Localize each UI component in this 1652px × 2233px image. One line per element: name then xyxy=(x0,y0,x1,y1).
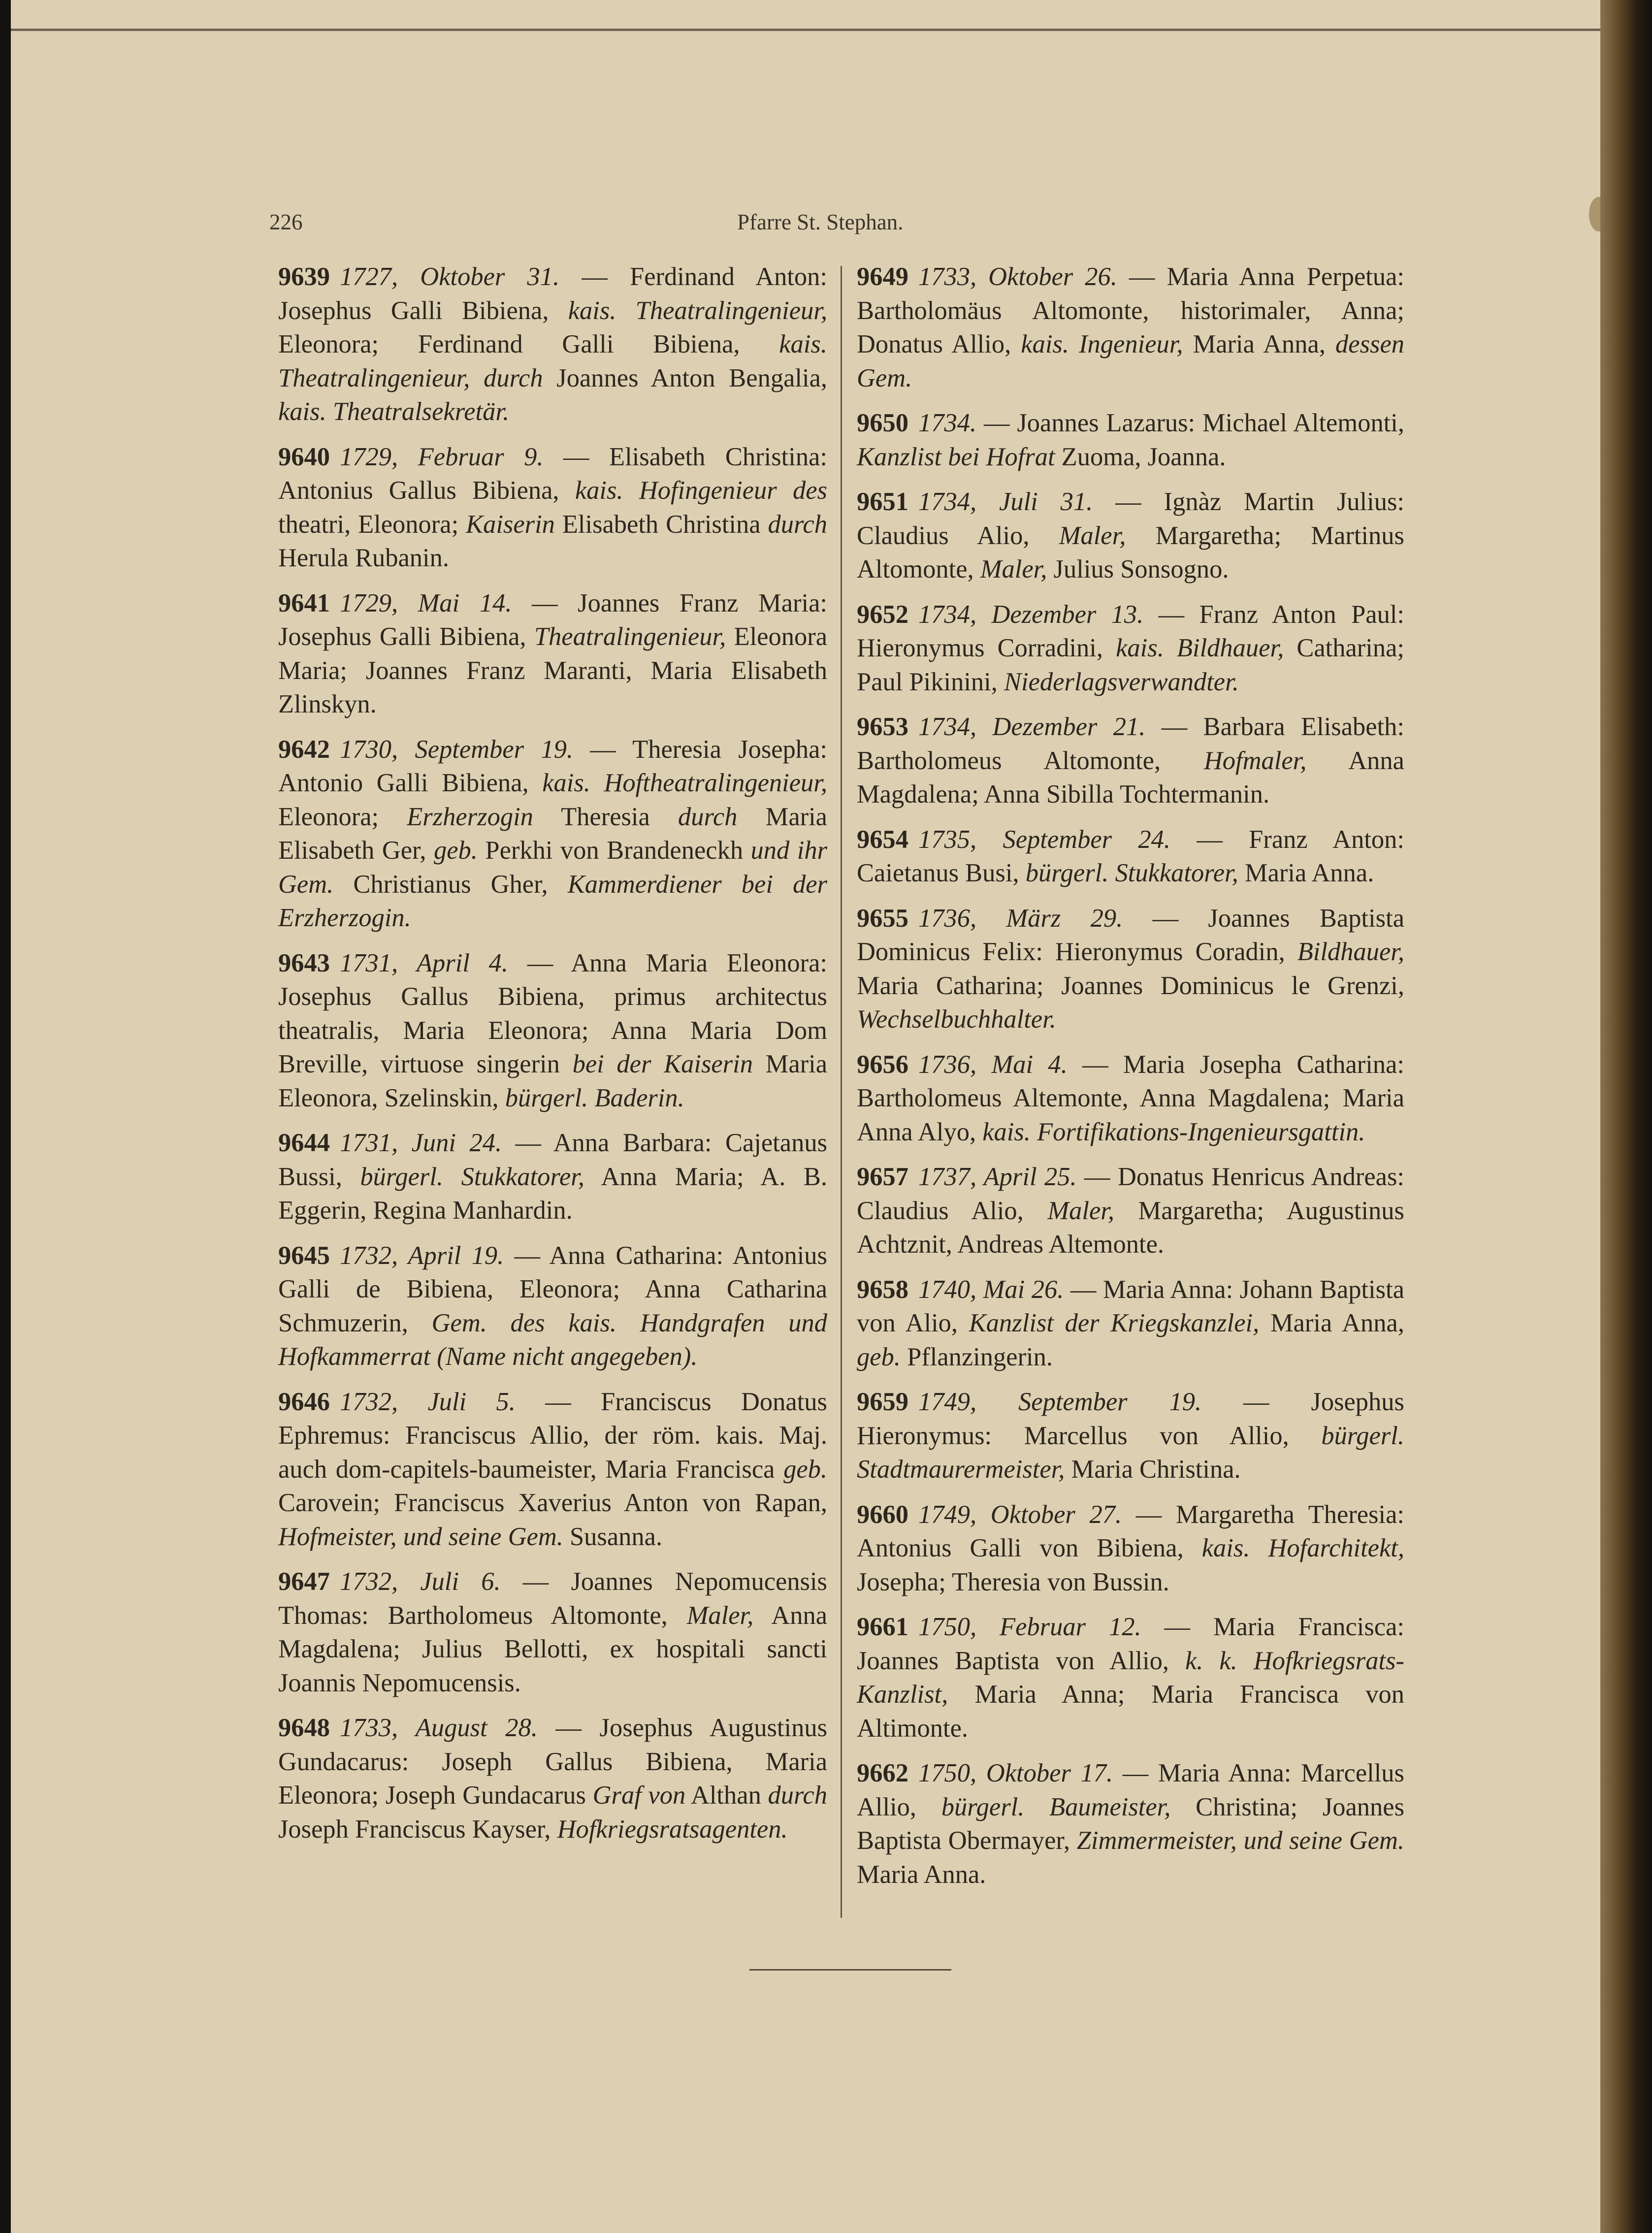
entry-text: — Margaretha Theresia: Antonius Galli von Bibiena, xyxy=(857,1500,1404,1562)
entry-italic-text: 1750, Oktober 17. xyxy=(918,1759,1113,1787)
register-entry xyxy=(857,1160,1404,1262)
register-entry xyxy=(857,823,1404,890)
entry-text: Anna Maria; A. B. Eggerin, Regina Manhardin. xyxy=(278,1162,828,1225)
entry-text: Margaretha; Augustinus Achtznit, Andreas Altemonte. xyxy=(857,1196,1404,1259)
register-entry xyxy=(857,1048,1404,1149)
entry-italic-text: kais. Hofarchitekt, xyxy=(1201,1534,1404,1562)
entry-text: Herula Rubanin. xyxy=(278,544,449,572)
entry-text: Margaretha; Martinus Altomonte, xyxy=(857,521,1404,583)
register-entry xyxy=(278,260,827,429)
entry-italic-text: 1734, Dezember 21. xyxy=(918,712,1146,741)
entry-italic-text: 1732, Juli 6. xyxy=(340,1567,501,1596)
entry-text: — Franz Anton Paul: Hieronymus Corradini, xyxy=(857,600,1404,662)
top-edge-rule xyxy=(11,29,1616,31)
entry-text: Maria Anna; Maria Francisca von Altimonte. xyxy=(857,1680,1404,1743)
register-entry xyxy=(857,598,1404,699)
entry-italic-text: durch xyxy=(678,802,738,831)
entry-italic-text: Kaiserin xyxy=(466,510,555,539)
entry-italic-text: Gem. des kais. Handgrafen und Hofkammerrat (Name nicht angegeben). xyxy=(278,1308,827,1371)
entry-italic-text: Graf von xyxy=(592,1781,686,1810)
entry-italic-text: 1734. xyxy=(918,409,977,437)
register-entry xyxy=(857,710,1404,811)
entry-number: 9659 xyxy=(857,1388,908,1416)
running-title: Pfarre St. Stephan. xyxy=(737,210,904,234)
entry-italic-text: kais. Theatralingenieur, durch xyxy=(278,330,827,392)
entry-italic-text: 1734, Juli 31. xyxy=(918,487,1093,516)
entry-number: 9640 xyxy=(278,442,330,471)
entry-italic-text: und ihr Gem. xyxy=(278,836,827,899)
entry-number: 9657 xyxy=(857,1163,908,1191)
entry-number: 9649 xyxy=(857,262,908,291)
register-entry xyxy=(278,1385,827,1554)
entry-italic-text: 1749, September 19. xyxy=(918,1388,1202,1416)
entry-italic-text: kais. Theatralingenieur, xyxy=(568,296,827,325)
entry-text: — Elisabeth Christina: Antonius Gallus Bibiena, xyxy=(278,442,827,505)
entry-italic-text: Hofmeister, und seine Gem. xyxy=(278,1522,563,1551)
entry-text: Anna Magdalena; Anna Sibilla Tochtermanin. xyxy=(857,746,1404,809)
entry-italic-text: k. k. Hofkriegsrats-Kanzlist, xyxy=(857,1646,1404,1709)
entry-italic-text: 1729, Mai 14. xyxy=(340,588,512,617)
entry-text: Eleonora; xyxy=(278,802,407,831)
entry-text: Joannes Anton Bengalia, xyxy=(543,363,827,392)
register-entry xyxy=(278,440,827,575)
entry-italic-text: 1737, April 25. xyxy=(918,1163,1077,1191)
entry-text: Susanna. xyxy=(563,1522,663,1551)
entry-italic-text: 1735, September 24. xyxy=(918,825,1171,854)
register-entry xyxy=(278,946,827,1115)
entry-number: 9654 xyxy=(857,825,908,854)
entry-text: — Joannes Lazarus: Michael Altemonti, xyxy=(976,409,1404,437)
book-spine xyxy=(1600,0,1652,2233)
register-entry xyxy=(857,1273,1404,1374)
entry-italic-text: 1749, Oktober 27. xyxy=(918,1500,1122,1529)
entry-italic-text: kais. Fortifikations-Ingenieursgattin. xyxy=(982,1117,1365,1146)
entry-italic-text: bürgerl. Baderin. xyxy=(505,1083,684,1112)
entry-number: 9655 xyxy=(857,904,908,933)
entry-text: Althan xyxy=(685,1781,768,1810)
entry-number: 9646 xyxy=(278,1387,330,1416)
entry-text: — Maria Anna: Marcellus Allio, xyxy=(857,1759,1404,1821)
entry-italic-text: Theatralingenieur, xyxy=(534,622,726,651)
entry-number: 9662 xyxy=(857,1759,908,1787)
right-column xyxy=(857,260,1404,1903)
entry-italic-text: 1734, Dezember 13. xyxy=(918,600,1144,629)
entry-text: Catharina; Paul Pikinini, xyxy=(857,634,1404,696)
entry-text: — Joannes Franz Maria: Josephus Galli Bibiena, xyxy=(278,588,827,651)
entry-text: Maria Anna. xyxy=(1238,859,1374,887)
register-entry xyxy=(857,406,1404,474)
register-entry xyxy=(857,1756,1404,1891)
entry-text: — Franciscus Donatus Ephremus: Franciscus Allio, der röm. kais. Maj. auch dom-capitels-baumeister, Maria Francisca xyxy=(278,1387,827,1484)
entry-text: — Donatus Henricus Andreas: Claudius Alio, xyxy=(857,1163,1404,1225)
entry-text: Maria Elisabeth Ger, xyxy=(278,802,827,865)
entry-number: 9653 xyxy=(857,712,908,741)
entry-text: — Anna Barbara: Cajetanus Bussi, xyxy=(278,1129,828,1191)
entry-italic-text: 1727, Oktober 31. xyxy=(340,262,560,291)
register-entry xyxy=(857,1385,1404,1487)
entry-number: 9660 xyxy=(857,1500,908,1529)
entry-italic-text: kais. Theatralsekretär. xyxy=(278,397,510,426)
entry-italic-text: bürgerl. Baumeister, xyxy=(941,1792,1171,1821)
entry-italic-text: Bildhauer, xyxy=(1297,938,1404,966)
register-entry xyxy=(857,902,1404,1036)
register-entry xyxy=(278,1239,827,1374)
entry-text: Zuoma, Joanna. xyxy=(1055,442,1226,471)
entry-text: Julius Sonsogno. xyxy=(1047,555,1229,583)
entry-text: — Ferdinand Anton: Josephus Galli Bibiena, xyxy=(278,262,828,325)
entry-italic-text: 1731, Juni 24. xyxy=(340,1129,502,1157)
entry-text: Eleonora Maria; Joannes Franz Maranti, Maria Elisabeth Zlinskyn. xyxy=(278,622,827,718)
entry-number: 9643 xyxy=(278,948,330,977)
entry-text: Carovein; Franciscus Xaverius Anton von Rapan, xyxy=(278,1489,827,1517)
entry-italic-text: geb. xyxy=(783,1455,827,1484)
entry-text: Maria Anna. xyxy=(857,1860,986,1889)
entry-number: 9641 xyxy=(278,588,330,617)
entry-text: Maria Christina. xyxy=(1065,1455,1241,1484)
entry-italic-text: Niederlagsverwandter. xyxy=(1004,667,1239,696)
entry-italic-text: 1733, August 28. xyxy=(340,1714,538,1742)
entry-italic-text: 1731, April 4. xyxy=(340,948,509,977)
entry-italic-text: Hofkriegsratsagenten. xyxy=(557,1814,788,1844)
entry-text: Joseph Franciscus Kayser, xyxy=(278,1814,557,1844)
entry-italic-text: Kanzlist bei Hofrat xyxy=(857,442,1055,471)
entry-text: Josepha; Theresia von Bussin. xyxy=(857,1567,1169,1596)
entry-italic-text: Maler, xyxy=(1047,1196,1114,1225)
entry-text: Pflanzingerin. xyxy=(900,1342,1053,1371)
register-entry xyxy=(857,485,1404,586)
entry-number: 9661 xyxy=(857,1613,908,1641)
register-entry xyxy=(278,586,827,721)
entry-italic-text: bürgerl. Stukkatorer, xyxy=(360,1162,584,1191)
entry-number: 9642 xyxy=(278,735,330,764)
entry-text: — Maria Francisca: Joannes Baptista von Allio, xyxy=(857,1613,1404,1675)
entry-text: — Theresia Josepha: Antonio Galli Bibiena, xyxy=(278,735,827,797)
entry-italic-text: Kammerdiener bei der Erzherzogin. xyxy=(278,870,827,932)
entry-number: 9644 xyxy=(278,1129,330,1157)
entry-italic-text: 1750, Februar 12. xyxy=(918,1613,1141,1641)
page-number: 226 xyxy=(269,210,303,234)
register-entry xyxy=(278,1565,827,1700)
entry-text: Maria Catharina; Joannes Dominicus le Grenzi, xyxy=(857,971,1404,1000)
entry-text: — Maria Anna Perpetua: Bartholomäus Altomonte, historimaler, Anna; Donatus Allio, xyxy=(857,262,1404,358)
entry-italic-text: 1733, Oktober 26. xyxy=(918,262,1117,291)
book-page xyxy=(11,0,1645,2233)
register-entry xyxy=(278,1711,827,1846)
entry-italic-text: durch xyxy=(768,1781,827,1810)
register-entry xyxy=(857,1498,1404,1599)
entry-text: Elisabeth Christina xyxy=(554,510,768,539)
entry-italic-text: Wechselbuchhalter. xyxy=(857,1005,1056,1034)
entry-italic-text: 1736, März 29. xyxy=(918,904,1123,933)
entry-text: Maria Anna, xyxy=(1259,1309,1404,1337)
entry-italic-text: Zimmermeister, und seine Gem. xyxy=(1076,1826,1404,1855)
entry-text: Perkhi von Brandeneckh xyxy=(477,836,751,865)
entry-text: Theresia xyxy=(533,802,678,831)
entry-text: — Franz Anton: Caietanus Busi, xyxy=(857,825,1404,887)
entry-italic-text: geb. xyxy=(857,1342,901,1371)
entry-italic-text: bürgerl. Stadtmaurermeister, xyxy=(857,1421,1404,1484)
entry-text: theatri, Eleonora; xyxy=(278,510,466,539)
register-entry xyxy=(278,1126,827,1228)
entry-italic-text: bürgerl. Stukkatorer, xyxy=(1025,859,1238,887)
entry-text: — Ignàz Martin Julius: Claudius Alio, xyxy=(857,487,1404,550)
left-column xyxy=(278,260,827,1857)
entry-text: — Josephus Hieronymus: Marcellus von Allio, xyxy=(857,1388,1404,1450)
register-entry xyxy=(857,260,1404,395)
entry-italic-text: kais. Ingenieur, xyxy=(1021,330,1183,358)
entry-number: 9648 xyxy=(278,1714,330,1742)
entry-number: 9650 xyxy=(857,409,908,437)
entry-italic-text: kais. Bildhauer, xyxy=(1116,634,1284,662)
entry-text: — Maria Josepha Catharina: Bartholomeus Altemonte, Anna Magdalena; Maria Anna Alyo, xyxy=(857,1050,1405,1146)
entry-text: — Joannes Nepomucensis Thomas: Bartholomeus Altomonte, xyxy=(278,1567,827,1630)
entry-italic-text: Maler, xyxy=(980,555,1047,583)
entry-italic-text: Maler, xyxy=(1059,521,1126,550)
entry-number: 9647 xyxy=(278,1567,330,1596)
entry-italic-text: Kanzlist der Kriegskanzlei, xyxy=(969,1309,1260,1337)
entry-number: 9645 xyxy=(278,1241,330,1270)
entry-text: — Maria Anna: Johann Baptista von Alio, xyxy=(857,1275,1404,1337)
entry-text: Christina; Joannes Baptista Obermayer, xyxy=(857,1792,1404,1855)
entry-number: 9656 xyxy=(857,1050,908,1079)
entry-italic-text: Erzherzogin xyxy=(407,802,533,831)
entry-text: — Joannes Baptista Dominicus Felix: Hieronymus Coradin, xyxy=(857,904,1404,966)
entry-italic-text: 1732, Juli 5. xyxy=(340,1387,516,1416)
entry-italic-text: geb. xyxy=(434,836,478,865)
entry-text: Anna Magdalena; Julius Bellotti, ex hospitali sancti Joannis Nepomucensis. xyxy=(278,1601,827,1697)
entry-italic-text: dessen Gem. xyxy=(857,330,1404,392)
entry-italic-text: 1736, Mai 4. xyxy=(918,1050,1068,1079)
entry-italic-text: durch xyxy=(768,510,827,539)
entry-italic-text: 1740, Mai 26. xyxy=(918,1275,1064,1304)
column-divider xyxy=(841,266,842,1918)
entry-text: Eleonora; Ferdinand Galli Bibiena, xyxy=(278,330,779,358)
entry-italic-text: bei der Kaiserin xyxy=(572,1050,753,1078)
entry-italic-text: 1729, Februar 9. xyxy=(340,442,544,471)
entry-italic-text: kais. Hoftheatralingenieur, xyxy=(542,769,827,797)
entry-text: Maria Eleonora, Szelinskin, xyxy=(278,1050,827,1112)
entry-text: — Barbara Elisabeth: Bartholomeus Altomonte, xyxy=(857,712,1404,775)
entry-number: 9658 xyxy=(857,1275,908,1304)
end-rule xyxy=(749,1969,951,1971)
register-entry xyxy=(857,1610,1404,1745)
entry-number: 9651 xyxy=(857,487,908,516)
entry-text: — Anna Maria Eleonora: Josephus Gallus Bibiena, primus architectus theatralis, Maria Eleonora; Anna Maria Dom Breville, virtuose singerin xyxy=(278,948,827,1078)
entry-italic-text: Maler, xyxy=(686,1601,754,1630)
entry-italic-text: 1732, April 19. xyxy=(340,1241,504,1270)
entry-text: Christianus Gher, xyxy=(333,870,568,899)
entry-number: 9652 xyxy=(857,600,908,629)
entry-text: — Josephus Augustinus Gundacarus: Joseph Gallus Bibiena, Maria Eleonora; Joseph Gundacarus xyxy=(278,1714,827,1810)
entry-number: 9639 xyxy=(278,262,330,291)
register-entry xyxy=(278,733,827,935)
entry-italic-text: 1730, September 19. xyxy=(340,735,573,764)
entry-text: Maria Anna, xyxy=(1183,330,1336,358)
entry-italic-text: kais. Hofingenieur des xyxy=(575,476,827,505)
entry-italic-text: Hofmaler, xyxy=(1203,746,1307,775)
entry-text: — Anna Catharina: Antonius Galli de Bibiena, Eleonora; Anna Catharina Schmuzerin, xyxy=(278,1241,827,1337)
